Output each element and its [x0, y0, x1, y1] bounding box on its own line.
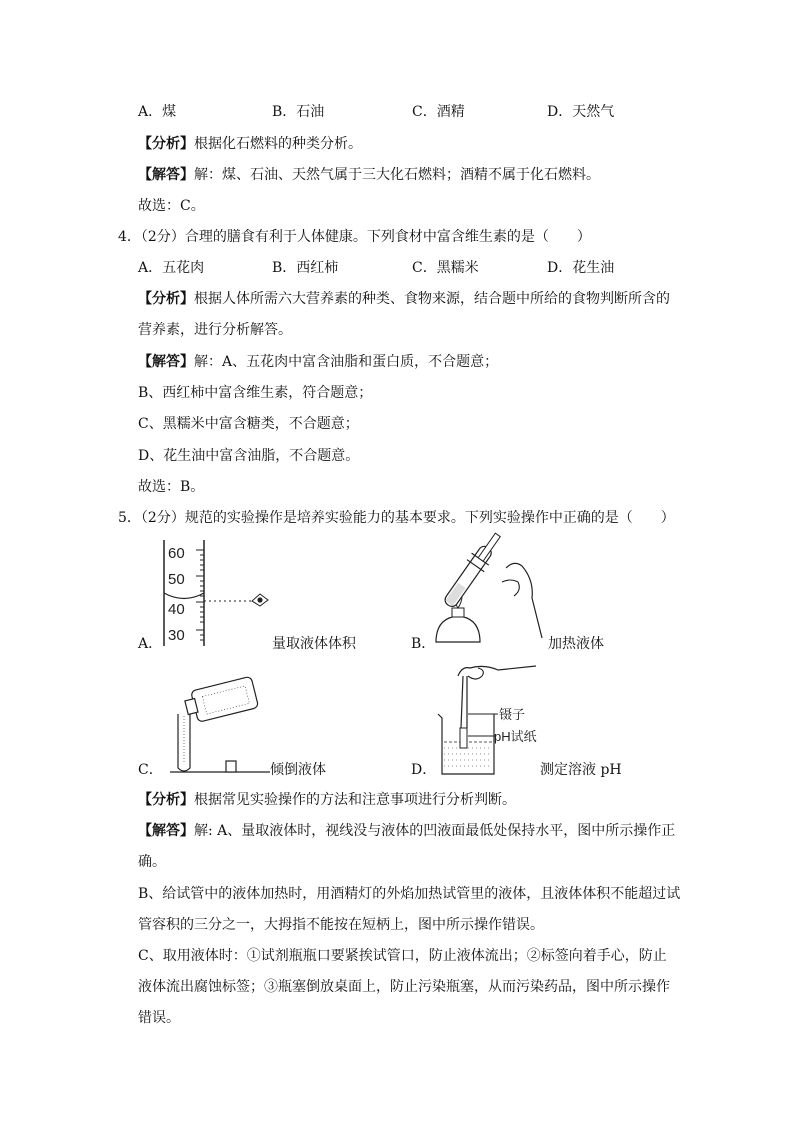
q5-answer-b-line1: B、给试管中的液体加热时，用酒精灯的外焰加热试管里的液体，且液体体积不能超过试 [138, 886, 681, 902]
tick-label: 40 [168, 601, 185, 618]
analysis-tag: 【分析】 [138, 792, 194, 808]
figure-c-letter: C． [138, 762, 163, 778]
figure-d-ph-test [436, 656, 544, 778]
answer-tag: 【解答】 [138, 823, 194, 839]
analysis-tag: 【分析】 [138, 291, 194, 307]
answer-tag: 【解答】 [138, 354, 194, 370]
figure-a-letter: A． [138, 636, 163, 652]
figure-b-heating-liquid [430, 538, 560, 650]
figure-b-caption: 加热液体 [548, 636, 604, 652]
q4-analysis [138, 289, 670, 309]
q5-answer-b-line2: 管容积的三分之一，大拇指不能按在短柄上，图中所示操作错误。 [138, 917, 544, 933]
figure-a-caption: 量取液体体积 [272, 636, 356, 652]
q3-answer [138, 165, 600, 185]
q4-option-a: A．五花肉 [138, 260, 205, 276]
q4-stem: 4．（2分）合理的膳食有利于人体健康。下列食材中富含维生素的是（ ） [118, 229, 591, 245]
q4-answer [138, 352, 498, 372]
q3-option-c: C．酒精 [412, 104, 465, 120]
tweezers-label: 镊子 [499, 707, 526, 722]
q5-answer [138, 821, 675, 841]
q5-stem: 5．（2分）规范的实验操作是培养实验能力的基本要求。下列实验操作中正确的是（ ） [118, 510, 675, 526]
q4-option-c: C．黑糯米 [412, 260, 479, 276]
tick-label: 60 [168, 545, 185, 562]
figure-c-pouring-liquid [170, 660, 270, 778]
ph-paper-label: pH试纸 [494, 729, 537, 744]
q4-choose: 故选：B。 [138, 479, 205, 495]
answer-tag: 【解答】 [138, 167, 194, 183]
analysis-text: 根据化石燃料的种类分析。 [194, 136, 362, 152]
answer-text: 解：A、五花肉中富含油脂和蛋白质，不合题意； [194, 354, 499, 370]
q3-analysis [138, 134, 362, 154]
q4-option-d: D．花生油 [547, 260, 615, 276]
q4-analysis-cont: 营养素，进行分析解答。 [138, 322, 292, 338]
q4-answer-b: B、西红柿中富含维生素，符合题意； [138, 385, 373, 401]
figure-b-letter: B． [411, 636, 436, 652]
figure-d-letter: D． [411, 762, 437, 778]
answer-text: 解: A、量取液体时，视线没与液体的凹液面最低处保持水平，图中所示操作正 [194, 823, 676, 839]
analysis-text: 根据常见实验操作的方法和注意事项进行分析判断。 [194, 792, 516, 808]
q5-answer-c-line2: 液体流出腐蚀标签；③瓶塞倒放桌面上，防止污染瓶塞，从而污染药品，图中所示操作 [138, 979, 670, 995]
figure-d-caption: 测定溶液 pH [540, 762, 622, 778]
figure-c-caption: 倾倒液体 [270, 762, 326, 778]
q3-option-b: B．石油 [272, 104, 325, 120]
q5-analysis [138, 790, 516, 810]
q4-option-b: B．西红柿 [272, 260, 339, 276]
analysis-text: 根据人体所需六大营养素的种类、食物来源，结合题中所给的食物判断所含的 [194, 291, 670, 307]
tick-label: 30 [168, 627, 185, 644]
tick-label: 50 [168, 571, 185, 588]
q3-choose: 故选：C。 [138, 198, 205, 214]
q3-option-d: D．天然气 [547, 104, 615, 120]
q5-answer-cont: 确。 [138, 854, 166, 870]
q4-answer-d: D、花生油中富含油脂，不合题意。 [138, 448, 360, 464]
analysis-tag: 【分析】 [138, 136, 194, 152]
q3-option-a: A．煤 [138, 104, 177, 120]
figure-a-graduated-cylinder [160, 538, 290, 650]
q4-answer-c: C、黑糯米中富含糖类，不合题意； [138, 416, 359, 432]
q5-answer-c-line3: 错误。 [138, 1010, 180, 1026]
q5-answer-c-line1: C、取用液体时：①试剂瓶瓶口要紧挨试管口，防止液体流出；②标签向着手心，防止 [138, 948, 667, 964]
answer-text: 解：煤、石油、天然气属于三大化石燃料；酒精不属于化石燃料。 [194, 167, 600, 183]
